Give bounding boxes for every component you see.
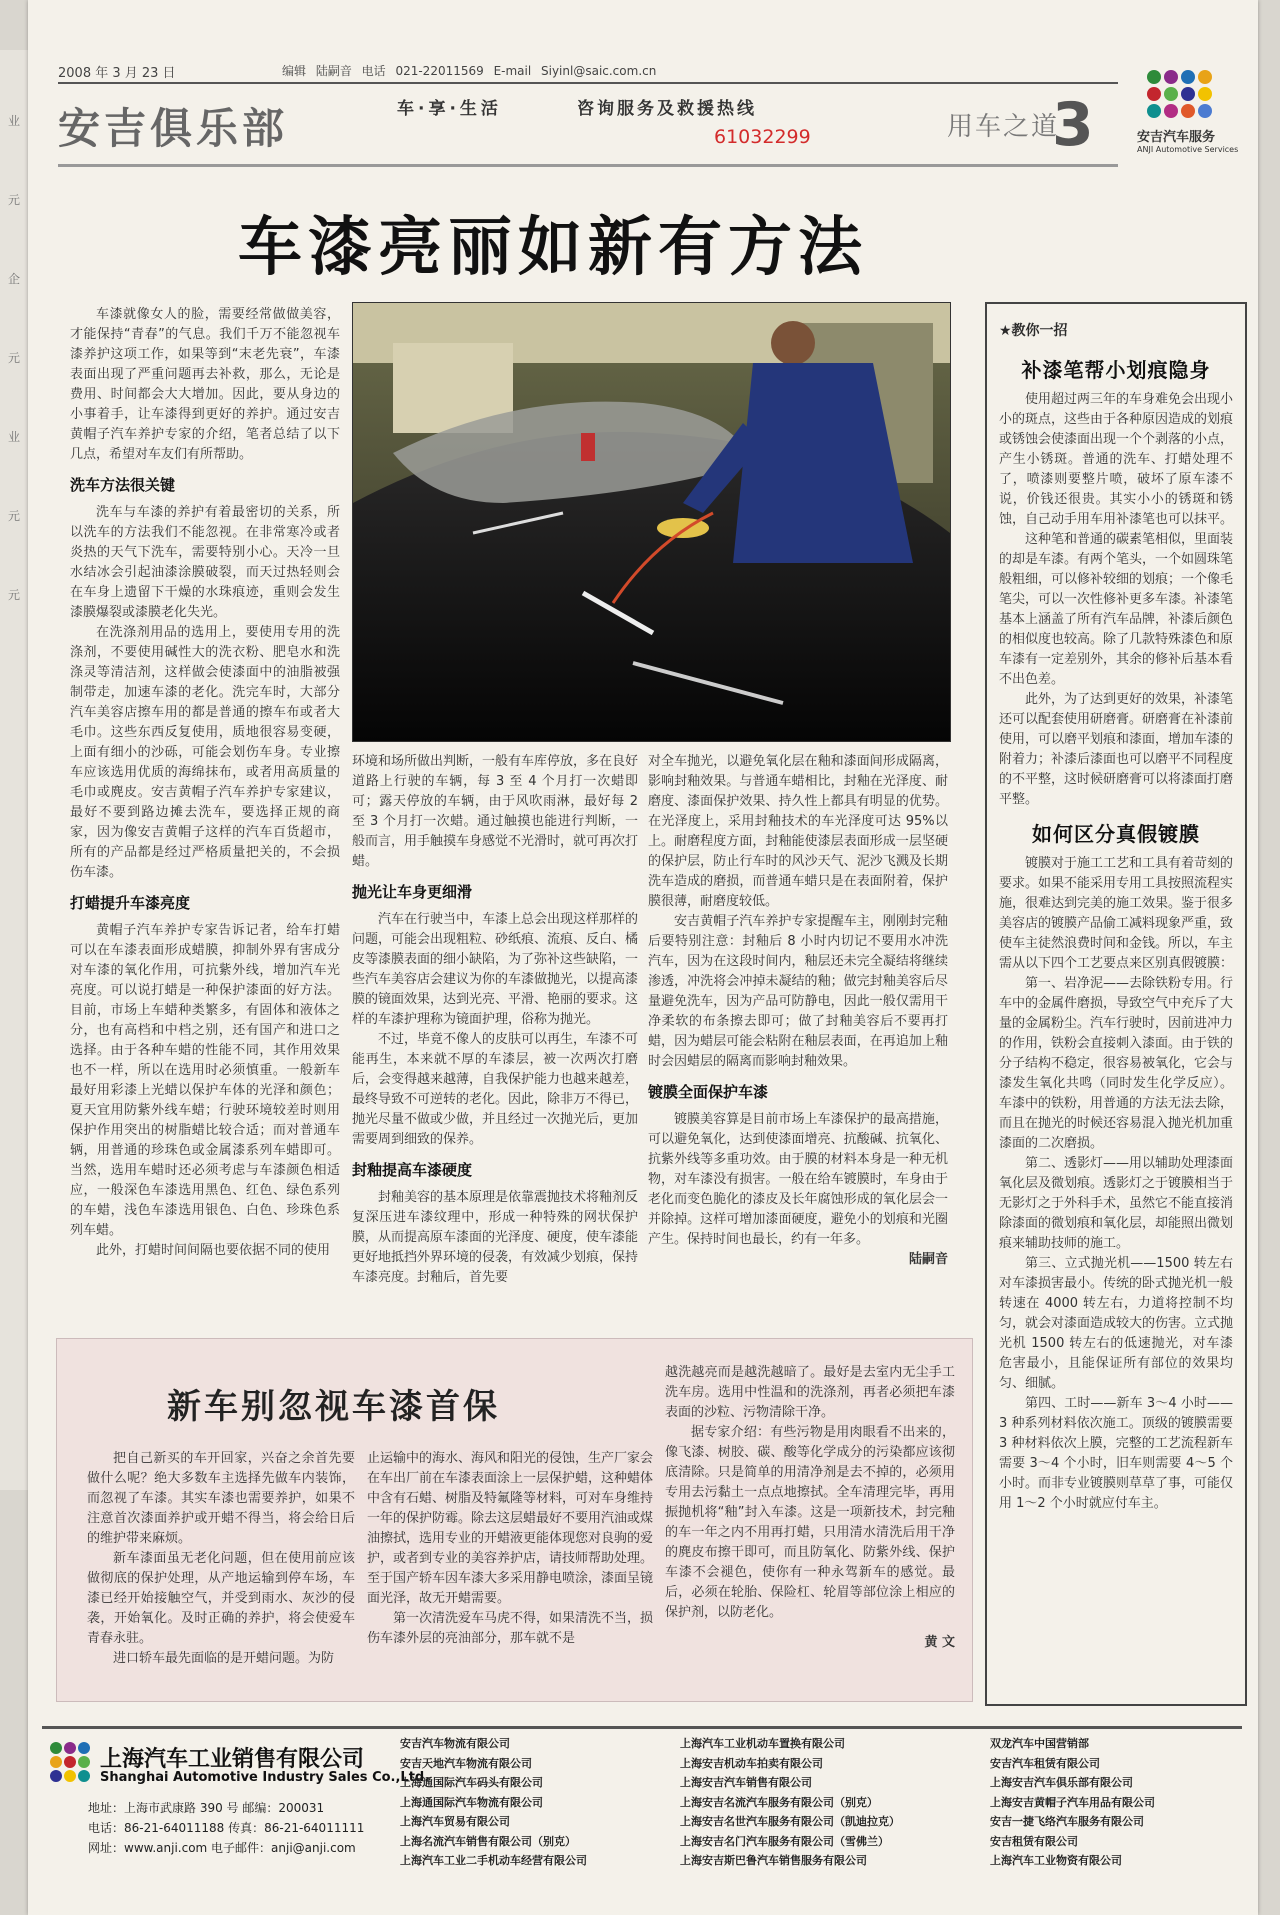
footer-ad — [28, 1720, 1258, 1890]
paragraph: 汽车在行驶当中，车漆上总会出现这样那样的问题，可能会出现粗粒、砂纸痕、流痕、反白、橘皮等漆膜表面的细小缺陷，为了弥补这些缺陷，一些汽车美容店会建议为你的车漆做抛光，以提高漆膜的镜面效果，达到光亮、平滑、艳丽的要求。这样的车漆护理称为镜面护理，俗称为抛光。 — [352, 912, 639, 1027]
paragraph: 第三、立式抛光机——1500 转左右对车漆损害最小。传统的卧式抛光机一般转速在 4000 转左右，力道将控制不均匀，就会对漆面造成较大的伤害。立式抛光机 1500 转左右的低速抛光，对车漆危害最小，且能保证所有部位的效果均匀、细腻。 — [999, 1256, 1234, 1391]
logo-dot — [1147, 87, 1161, 101]
main-headline: 车漆亮丽如新有方法 — [238, 211, 868, 285]
strip-char: 元 — [7, 351, 20, 365]
paragraph: 把自己新买的车开回家，兴奋之余首先要做什么呢？绝大多数车主选择先做车内装饰，而忽视了车漆。其实车漆也需要养护，如果不注意首次漆面养护或开蜡不得当，将会给日后的维护带来麻烦。 — [87, 1451, 355, 1546]
list-item: 安吉汽车租赁有限公司 — [990, 1756, 1100, 1770]
paragraph: 新车漆面虽无老化问题，但在使用前应该做彻底的保护处理，从产地运输到停车场，车漆已经开始接触空气，并受到雨水、灰沙的侵袭，开始氧化。及时正确的养护，将会使爱车青春永驻。 — [87, 1551, 355, 1646]
company-contact — [88, 1798, 364, 1858]
list-item: 上海安吉黄帽子汽车用品有限公司 — [990, 1795, 1155, 1809]
paragraph: 不过，毕竟不像人的皮肤可以再生，车漆不可能再生，本来就不厚的车漆层，被一次两次打磨后，会变得越来越薄，自我保护能力也越来越差，最终导致不可逆转的老化。因此，除非万不得已，抛光尽量不做或少做，并且经过一次抛光后，更加需要周到细致的保养。 — [352, 1032, 639, 1147]
logo-dot — [78, 1756, 90, 1768]
paragraph: 镀膜美容算是目前市场上车漆保护的最高措施，可以避免氧化，达到使漆面增亮、抗酸碱、抗氧化、抗紫外线等多重功效。由于膜的材料本身是一种无机物，对车漆没有损害。一般在给车镀膜时，车身由于老化而变色脆化的漆皮及长年腐蚀形成的氧化层会一并除掉。这样可增加漆面硬度，避免小的划痕和光圈产生。保持时间也最长，约有一年多。 — [648, 1112, 948, 1247]
paragraph: 第二、透影灯——用以辅助处理漆面氧化层及微划痕。透影灯之于镀膜相当于无影灯之于外科手术，虽然它不能直接消除漆面的微划痕和氧化层，却能照出微划痕来辅助技师的施工。 — [999, 1156, 1234, 1251]
subheading: 抛光让车身更细滑 — [352, 883, 473, 901]
logo-dot — [1164, 87, 1178, 101]
column-title: 安吉俱乐部 — [58, 104, 289, 153]
list-item: 上海安吉汽车销售有限公司 — [680, 1776, 812, 1789]
sidebar-box — [985, 302, 1247, 1706]
paragraph: 对全车抛光，以避免氧化层在釉和漆面间形成隔离，影响封釉效果。与普通车蜡相比，封釉在光泽度、耐磨度、漆面保护效果、持久性上都具有明显的优势。在光泽度上，采用封釉技术的车光泽度可达 95%以上。耐磨程度方面，封釉能使漆层表面形成一层坚硬的保护层，防止行车时的风沙天气、泥沙飞溅及长期洗车造成的磨损，而普通车蜡只是在表面附着，保护膜很薄，耐磨度较低。 — [648, 754, 948, 909]
logo-dot — [50, 1770, 62, 1782]
header-rule-bottom — [58, 164, 1118, 167]
paragraph: 此外，打蜡时间间隔也要依据不同的使用 — [96, 1243, 331, 1258]
feature-title: 新车别忽视车漆首保 — [167, 1387, 500, 1427]
paragraph: 这种笔和普通的碳素笔相似，里面装的却是车漆。有两个笔头，一个如圆珠笔般粗细，可以修补较细的划痕；一个像毛笔尖，可以一次性修补更多车漆。补漆笔基本上涵盖了所有汽车品牌，补漆后颜色的相似度也较高。除了几款特殊漆色和原车漆有一定差别外，其余的修补后基本看不出色差。 — [999, 532, 1234, 687]
logo-dot — [1147, 104, 1161, 118]
logo-dots-icon — [1147, 70, 1217, 118]
subheading: 镀膜全面保护车漆 — [648, 1083, 769, 1101]
list-item: 上海汽车工业二手机动车经营有限公司 — [400, 1854, 587, 1867]
company-phone: 电话：86-21-64011188 传真：86-21-64011111 — [88, 1821, 365, 1835]
company-web: 网址：www.anji.com 电子邮件：anji@anji.com — [88, 1841, 356, 1855]
page-number: 3 — [1052, 90, 1094, 160]
company-name-cn: 上海汽车工业销售有限公司 — [100, 1747, 365, 1772]
strip-char: 元 — [7, 588, 20, 602]
logo-dot — [1198, 70, 1212, 84]
logo-dot — [1181, 87, 1195, 101]
logo-dot — [64, 1742, 76, 1754]
editor-info: 编辑 陆嗣音 电话 021-22011569 E-mail Siyinl@saic.com.cn — [282, 64, 657, 78]
subsidiary-list-2 — [680, 1734, 900, 1871]
paragraph: 封釉美容的基本原理是依靠震抛技术将釉剂反复深压进车漆纹理中，形成一种特殊的网状保护膜，从而提高原车漆面的光泽度、硬度，使车漆能更好地抵挡外界环境的侵袭，有效减少划痕，保持车漆亮度。封釉后，首先要 — [352, 1190, 639, 1285]
logo-dot — [1164, 104, 1178, 118]
strip-char: 业 — [7, 430, 20, 444]
list-item: 上海安吉机动车拍卖有限公司 — [680, 1756, 823, 1770]
article-column-2 — [352, 752, 638, 1288]
subheading: 封釉提高车漆硬度 — [352, 1161, 473, 1179]
paragraph: 环境和场所做出判断，一般有车库停放，多在良好道路上行驶的车辆，每 3 至 4 个月打一次蜡即可；露天停放的车辆，由于风吹雨淋，最好每 2 至 3 个月打一次蜡。通过触摸也能进行判断，一般而言，用手触摸车身感觉不光滑时，就可再次打蜡。 — [352, 754, 639, 869]
paragraph: 第一次清洗爱车马虎不得，如果清洗不当，损伤车漆外层的亮油部分，那车就不是 — [367, 1611, 654, 1646]
list-item: 上海汽车工业机动车置换有限公司 — [680, 1737, 845, 1750]
page-header — [42, 60, 1242, 170]
issue-date: 2008 年 3 月 23 日 — [58, 66, 176, 81]
header-rule — [58, 82, 1118, 84]
article-column-3 — [648, 752, 948, 1270]
paragraph: 镀膜对于施工工艺和工具有着苛刻的要求。如果不能采用专用工具按照流程实施，很难达到完美的施工效果。鉴于很多美容店的镀膜产品偷工减料现象严重，致使车主徒然浪费时间和金钱。所以，车主需从以下四个工艺要点来区别真假镀膜： — [999, 856, 1234, 971]
paragraph: 使用超过两三年的车身难免会出现小小的斑点，这些由于各种原因造成的划痕或锈蚀会使漆面出现一个个剥落的小点，产生小锈斑。普通的洗车、打蜡处理不了，喷漆则要整片喷，破坏了原车漆不说，价钱还很贵。其实小小的锈斑和锈蚀，自己动手用车用补漆笔也可以抹平。 — [999, 392, 1234, 527]
list-item: 上海安吉斯巴鲁汽车销售服务有限公司 — [680, 1854, 867, 1867]
paragraph: 在洗涤剂用品的选用上，要使用专用的洗涤剂，不要使用碱性大的洗衣粉、肥皂水和洗涤灵等清洁剂，这样做会使漆面中的油脂被强制带走，加速车漆的老化。洗完车时，大部分汽车美容店擦车用的都是普通的擦车布或者大毛巾。这些东西反复使用，质地很容易变硬，上面有细小的沙砾，可能会划伤车身。专业擦车应该选用优质的海绵抹布，或者用高质量的毛巾或麂皮。安吉黄帽子汽车养护专家建议，最好不要到路边摊去洗车，要选择正规的商家，因为像安吉黄帽子这样的汽车百货超市，所有的产品都是经过严格质量把关的，不会损伤车漆。 — [70, 625, 340, 880]
list-item: 安吉租赁有限公司 — [990, 1834, 1078, 1848]
logo-dot — [50, 1756, 62, 1768]
logo-dot — [1198, 87, 1212, 101]
paragraph: 据专家介绍：有些污物是用肉眼看不出来的，像飞漆、树胶、碳、酸等化学成分的污染都应该彻底清除。只是简单的用清净剂是去不掉的，必须用专用去污黏土一点点地擦拭。全车清理完毕，再用振抛机将“釉”封入车漆。这是一项新技术，封完釉的车一年之内不用再打蜡，只用清水清洗后用干净的麂皮布擦干即可，而且防氧化、防紫外线、保护车漆不会褪色，使你有一种永驾新车的感觉。最后，必须在轮胎、保险杠、轮眉等部位涂上相应的保护剂，以防老化。 — [665, 1425, 955, 1620]
newspaper-page — [28, 0, 1258, 1915]
logo-text-en: ANJI Automotive Services — [1137, 145, 1239, 154]
car-polishing-photo — [352, 302, 951, 742]
hotline-label: 咨询服务及救援热线 — [577, 99, 757, 119]
byline: 陆嗣音 — [908, 1252, 948, 1267]
logo-dot — [1164, 70, 1178, 84]
slogan: 车·享·生活 — [397, 99, 502, 119]
list-item: 安吉天地汽车物流有限公司 — [400, 1756, 532, 1770]
paragraph: 越洗越亮而是越洗越暗了。最好是去室内无尘手工洗车房。选用中性温和的洗涤剂，再者必须把车漆表面的沙粒、污物清除干净。 — [665, 1365, 955, 1420]
subsidiary-list-3 — [990, 1734, 1155, 1871]
paragraph: 第四、工时——新车 3～4 小时——3 种系列材料依次施工。顶级的镀膜需要 3 种材料依次上膜，完整的工艺流程新车需要 3～4 个小时，旧车则需要 4～5 个小时。而非专业镀膜则草草了事，可能仅用 1～2 个小时就应付车主。 — [999, 1396, 1234, 1511]
logo-dot — [50, 1742, 62, 1754]
article-column-1 — [70, 305, 340, 1261]
logo-dot — [1181, 70, 1195, 84]
subheading: 打蜡提升车漆亮度 — [70, 894, 191, 912]
strip-char: 元 — [7, 193, 20, 207]
list-item: 双龙汽车中国营销部 — [990, 1737, 1089, 1750]
paragraph: 洗车与车漆的养护有着最密切的关系，所以洗车的方法我们不能忽视。在非常寒冷或者炎热的天气下洗车，需要特别小心。天冷一旦水结冰会引起油漆涂膜破裂，而天过热轻则会在车身上遗留下干燥的水珠痕迹，重则会发生漆膜爆裂或漆膜老化失光。 — [70, 505, 340, 620]
logo-dot — [64, 1756, 76, 1768]
strip-char: 业 — [7, 114, 20, 128]
sidebar-title: 补漆笔帮小划痕隐身 — [1021, 358, 1211, 382]
logo-dot — [1181, 104, 1195, 118]
paragraph: 黄帽子汽车养护专家告诉记者，给车打蜡可以在车漆表面形成蜡膜，抑制外界有害成分对车漆的氧化作用，可抗紫外线，增加汽车光亮度。可以说打蜡是一种保护漆面的好方法。目前，市场上车蜡种类繁多，有固体和液体之分，也有高档和中档之别，还有国产和进口之选择。由于各种车蜡的性能不同，其作用效果也不一样，所以在选用时必须慎重。一般新车最好用彩漆上光蜡以保护车体的光泽和颜色；夏天宜用防紫外线车蜡；行驶环境较差时则用保护作用突出的树脂蜡比较合适；而对普通车辆，用普通的珍珠色或金属漆系列车蜡即可。当然，选用车蜡时还必须考虑与车漆颜色相适应，一般深色车漆选用黑色、红色、绿色系列的车蜡，浅色车漆选用银色、白色、珍珠色系列车蜡。 — [70, 923, 340, 1238]
strip-char: 企 — [7, 272, 20, 286]
list-item: 上海安吉名流汽车服务有限公司（别克） — [680, 1795, 878, 1809]
feature-box — [56, 1338, 973, 1702]
list-item: 上海通国际汽车码头有限公司 — [400, 1776, 543, 1789]
list-item: 安吉汽车物流有限公司 — [400, 1737, 510, 1750]
list-item: 上海安吉名世汽车服务有限公司（凯迪拉克） — [680, 1815, 900, 1828]
company-logo-icon — [50, 1742, 90, 1782]
anji-logo — [1137, 70, 1237, 180]
paragraph: 车漆就像女人的脸，需要经常做做美容，才能保持“青春”的气息。我们千万不能忽视车漆养护这项工作，如果等到“末老先衰”，车漆表面出现了严重问题再去补救，那么，无论是费用、时间都会大大增加。因此，要从身边的小事着手，让车漆得到更好的养护。通过安吉黄帽子汽车养护专家的介绍，笔者总结了以下几点，希望对车友们有所帮助。 — [70, 307, 340, 462]
logo-dot — [64, 1770, 76, 1782]
paragraph: 进口轿车最先面临的是开蜡问题。为防 — [113, 1651, 335, 1666]
feature-column-1 — [87, 1449, 355, 1669]
logo-dot — [78, 1770, 90, 1782]
list-item: 上海安吉名门汽车服务有限公司（雪佛兰） — [680, 1834, 889, 1848]
paragraph: 第一、岩净泥——去除铁粉专用。行车中的金属件磨损，导致空气中充斥了大量的金属粉尘。汽车行驶时，因前进冲力的作用，铁粉会直接刺入漆面。由于铁的分子结构不稳定，很容易被氧化，它会与漆发生氧化共鸣（同时发生化学反应）。车漆中的铁粉，用普通的方法无法去除，而且在抛光的时候还容易混入抛光机加重漆面的二次磨损。 — [999, 976, 1234, 1151]
logo-dot — [1198, 104, 1212, 118]
photo-illustration — [353, 303, 950, 741]
sidebar-tag: ★教你一招 — [999, 323, 1068, 339]
feature-column-3 — [665, 1363, 955, 1653]
company-address: 地址：上海市武康路 390 号 邮编：200031 — [88, 1801, 325, 1815]
adjacent-page-strip — [0, 50, 29, 1490]
hotline-number: 61032299 — [714, 126, 811, 148]
list-item: 上海汽车贸易有限公司 — [400, 1815, 510, 1828]
list-item: 上海汽车工业物资有限公司 — [990, 1854, 1122, 1867]
feature-column-2 — [367, 1449, 653, 1649]
logo-text-cn: 安吉汽车服务 — [1137, 130, 1216, 145]
company-name-en: Shanghai Automotive Industry Sales Co.,Ltd. — [100, 1770, 430, 1785]
subheading: 洗车方法很关键 — [70, 476, 176, 494]
sidebar-content — [999, 360, 1233, 1514]
list-item: 上海通国际汽车物流有限公司 — [400, 1795, 543, 1809]
sidebar-title: 如何区分真假镀膜 — [1032, 822, 1200, 846]
subsidiary-list-1 — [400, 1734, 587, 1871]
list-item: 安吉一捷飞络汽车服务有限公司 — [990, 1815, 1144, 1828]
byline: 黄 文 — [924, 1635, 955, 1650]
paragraph: 止运输中的海水、海风和阳光的侵蚀，生产厂家会在车出厂前在车漆表面涂上一层保护蜡，这种蜡体中含有石蜡、树脂及特氟隆等材料，可对车身维持一年的保护防霉。除去这层蜡最好不要用汽油或煤油擦拭，选用专业的开蜡液更能体现您对良驹的爱护，或者到专业的美容养护店，请技师帮助处理。至于国产轿车因车漆大多采用静电喷涂，漆面呈镜面光泽，故无开蜡需要。 — [367, 1451, 654, 1606]
logo-dot — [1147, 70, 1161, 84]
paragraph: 安吉黄帽子汽车养护专家提醒车主，刚刚封完釉后要特别注意：封釉后 8 小时内切记不要用水冲洗汽车，因为在这段时间内，釉层还未完全凝结将继续渗透，冲洗将会冲掉未凝结的釉；做完封釉美容后尽量避免洗车，因为产品可防静电，因此一般仅需用干净柔软的布条擦去即可；做了封釉美容后不要再打蜡，因为蜡层可能会粘附在釉层表面，在再追加上釉时会因蜡层的隔离而影响封釉效果。 — [648, 914, 948, 1069]
strip-char: 元 — [7, 509, 20, 523]
footer-rule — [42, 1726, 1242, 1729]
paragraph: 此外，为了达到更好的效果，补漆笔还可以配套使用研磨膏。研磨膏在补漆前使用，可以磨平划痕和漆面，增加车漆的附着力；补漆后漆面也可以磨平不同程度的不平整，这时候研磨膏可以将漆面打磨平整。 — [999, 692, 1234, 807]
list-item: 上海名流汽车销售有限公司（别克） — [400, 1834, 576, 1848]
logo-dot — [78, 1742, 90, 1754]
list-item: 上海安吉汽车俱乐部有限公司 — [990, 1776, 1133, 1789]
section-name: 用车之道 — [947, 112, 1060, 142]
